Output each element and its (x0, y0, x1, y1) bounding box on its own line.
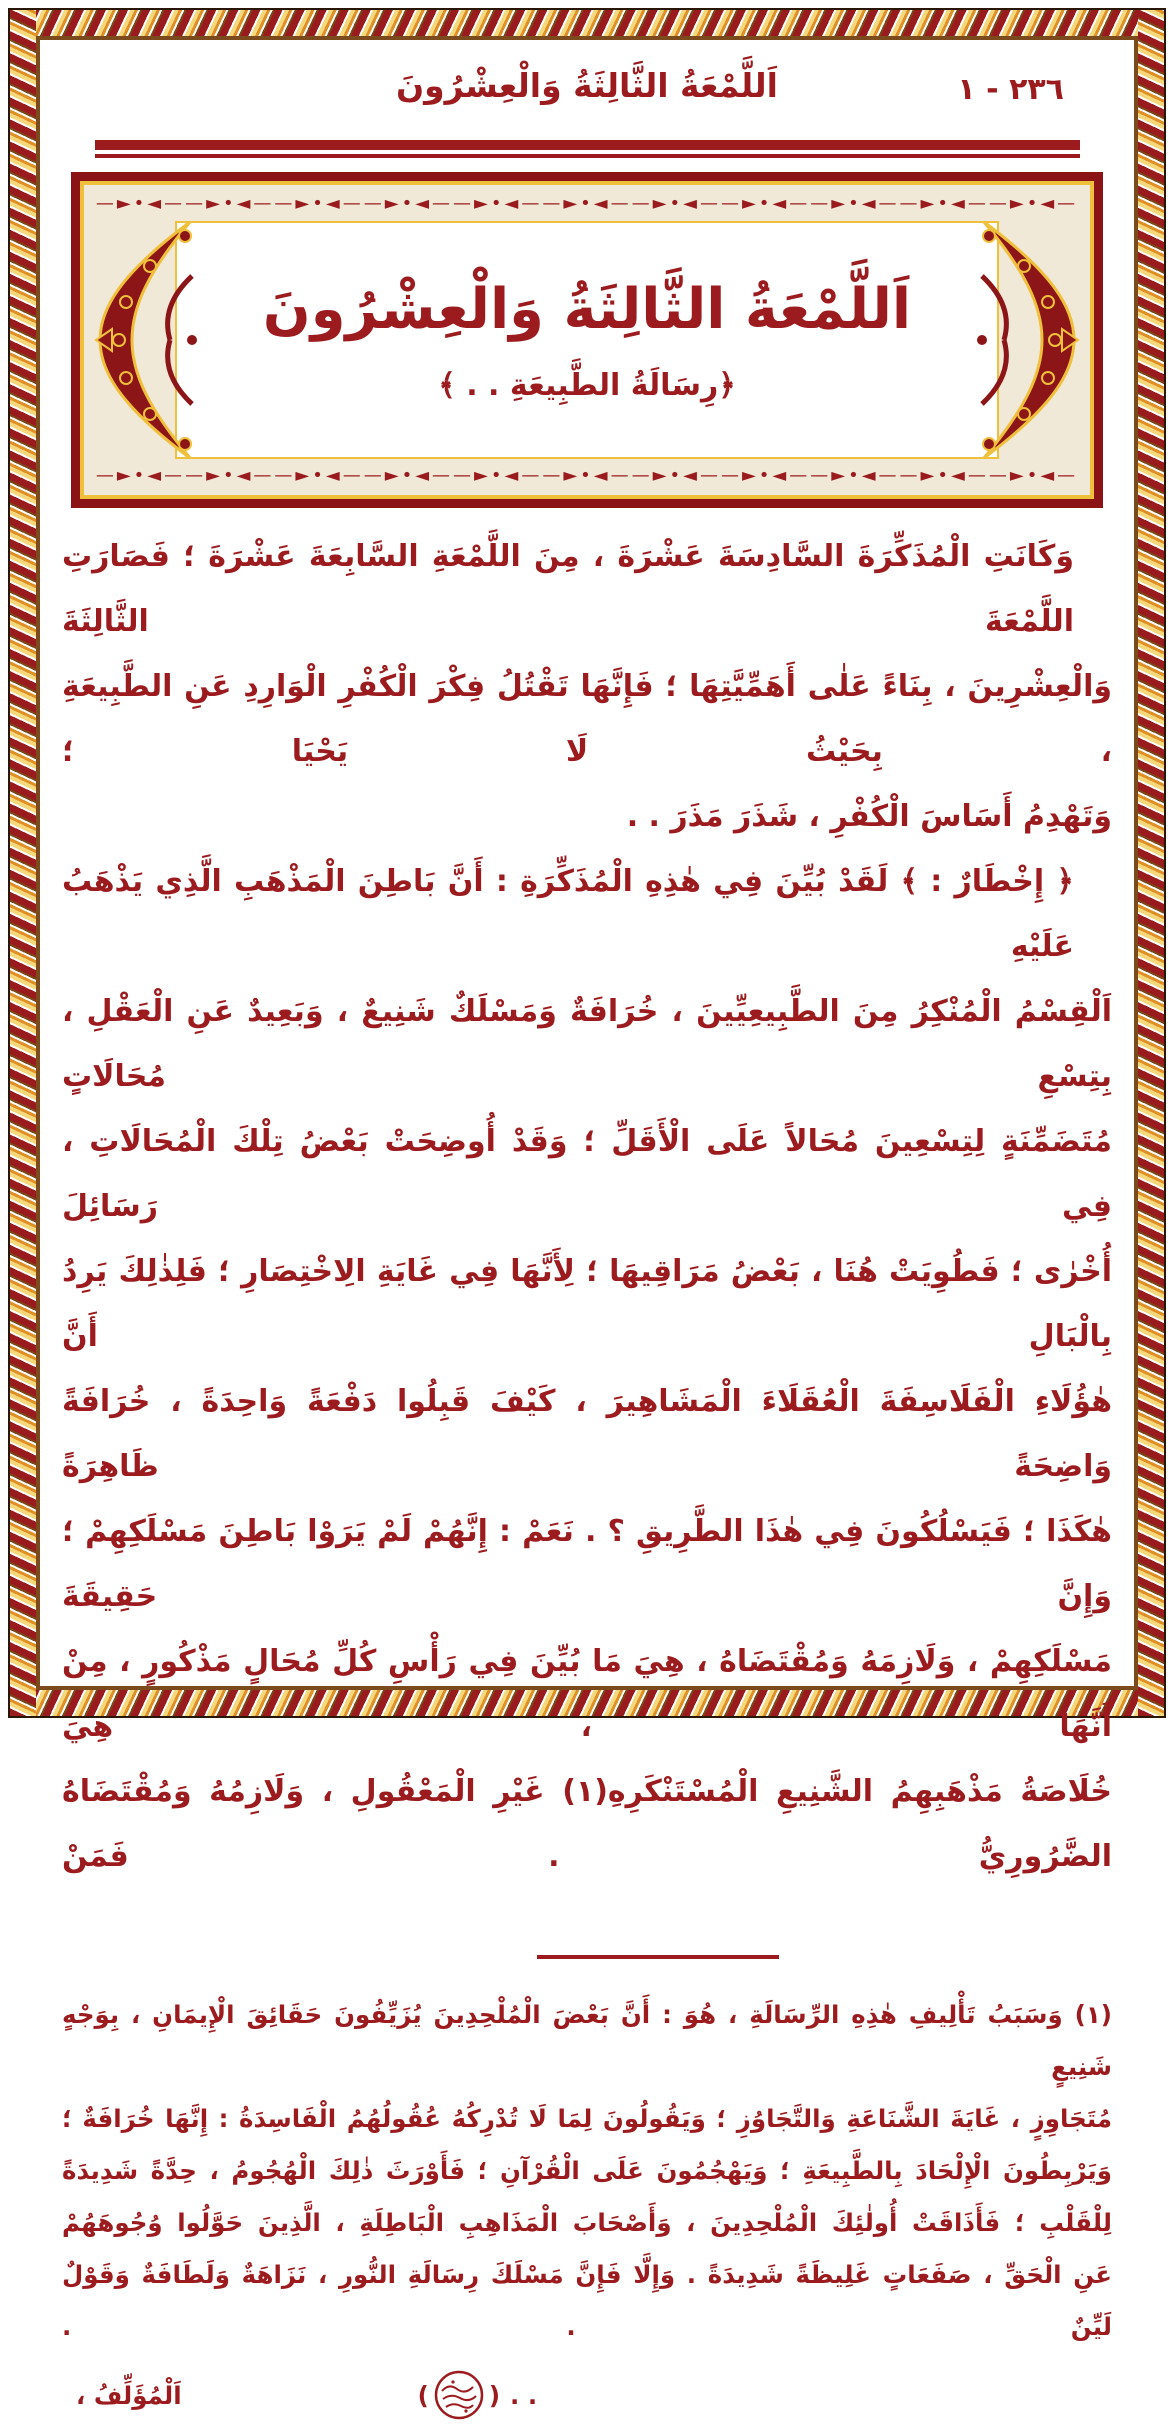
author-signature (62, 2363, 1112, 2427)
body-line: هٰكَذَا ؛ فَيَسْلُكُونَ فِي هٰذَا الطَّرِيقِ ؟ . نَعَمْ : إِنَّهُمْ لَمْ يَرَوْا بَاطِنَ مَسْلَكِهِمْ ؛ وَإِنَّ حَقِيقَةَ (62, 1514, 1112, 1614)
seal-group (418, 2369, 500, 2421)
body-line: هٰؤُلَاءِ الْفَلَاسِفَةَ الْعُقَلَاءَ الْمَشَاهِيرَ ، كَيْفَ قَبِلُوا دَفْعَةً وَاحِدَةً ، خُرَافَةً وَاضِحَةً ظَاهِرَةً (62, 1384, 1112, 1484)
body-line: مَسْلَكِهِمْ ، وَلَازِمَهُ وَمُقْتَضَاهُ ، هِيَ مَا بُيِّنَ فِي رَأْسِ كُلِّ مُحَالٍ مَذْكُورٍ ، مِنْ أَنَّهَا ، هِيَ (62, 1644, 1112, 1744)
page-content (58, 44, 1116, 2410)
body-line: مُتَضَمِّنَةٍ لِتِسْعِينَ مُحَالاً عَلَى الْأَقَلِّ ؛ وَقَدْ أُوضِحَتْ بَعْضُ تِلْكَ الْمُحَالَاتِ ، فِي رَسَائِلَ (62, 1124, 1112, 1224)
body-line: اَلْقِسْمُ الْمُنْكِرُ مِنَ الطَّبِيعِيِّينَ ، خُرَافَةٌ وَمَسْلَكٌ شَنِيعٌ ، وَبَعِيدٌ عَنِ الْعَقْلِ ، بِتِسْعِ مُحَالَاتٍ (62, 994, 1112, 1094)
body-line: وَالْعِشْرِينَ ، بِنَاءً عَلٰى أَهَمِّيَّتِهَا ؛ فَإِنَّهَا تَقْتُلُ فِكْرَ الْكُفْرِ الْوَارِدِ عَنِ الطَّبِيعَةِ ، بِحَيْثُ لَا يَحْيَا ؛ (62, 669, 1112, 769)
floral-crescent-ornament-right (954, 214, 1086, 466)
seal-paren-open: ( (417, 2380, 429, 2410)
title-box (71, 172, 1103, 508)
arrow-band-top (88, 189, 1086, 219)
footnote-line: لِلْقَلْبِ ؛ فَأَذَاقَتْ أُولٰئِكَ الْمُلْحِدِينَ ، وَأَصْحَابَ الْمَذَاهِبِ الْبَاطِلَةِ ، الَّذِينَ حَوَّلُوا وُجُوهَهُمْ (62, 2208, 1112, 2237)
page-title: اَللَّمْعَةُ الثَّالِثَةُ وَالْعِشْرُونَ (262, 277, 912, 342)
footnote-separator (537, 1955, 779, 1959)
body-line: وَتَهْدِمُ أَسَاسَ الْكُفْرِ ، شَذَرَ مَذَرَ . . (626, 799, 1112, 834)
running-header (58, 62, 1116, 128)
footnote-line: مُتَجَاوِزٍ ، غَايَةَ الشَّنَاعَةِ وَالتَّجَاوُزِ ؛ وَيَقُولُونَ لِمَا لَا تُدْرِكُهُ عُقُولُهُمُ الْفَاسِدَةُ : إِنَّهَا خُرَافَةٌ ؛ (62, 2104, 1112, 2133)
footnote-line: (١) وَسَبَبُ تَأْلِيفِ هٰذِهِ الرِّسَالَةِ ، هُوَ : أَنَّ بَعْضَ الْمُلْحِدِينَ يُزَيِّفُونَ حَقَائِقَ الْإِيمَانِ ، بِوَجْهٍ شَنِيعٍ (62, 2000, 1112, 2081)
floral-crescent-ornament-left (88, 214, 220, 466)
body-line: خُلَاصَةُ مَذْهَبِهِمُ الشَّنِيعِ الْمُسْتَنْكَرِهِ(١) غَيْرِ الْمَعْقُولِ ، وَلَازِمُهُ وَمُقْتَضَاهُ الضَّرُورِيُّ . فَمَنْ (62, 1774, 1112, 1874)
header-rule (95, 140, 1080, 158)
body-line: ﴿ إِخْطَارٌ : ﴾ لَقَدْ بُيِّنَ فِي هٰذِهِ الْمُذَكِّرَةِ : أَنَّ بَاطِنَ الْمَذْهَبِ الَّذِي يَذْهَبُ عَلَيْهِ (62, 864, 1074, 964)
seal-paren-close: ) (488, 2380, 501, 2410)
footnote-line: وَيَرْبِطُونَ الْإِلْحَادَ بِالطَّبِيعَةِ ؛ وَيَهْجُمُونَ عَلَى الْقُرْآنِ ؛ فَأَوْرَثَ ذٰلِكَ الْهُجُومُ ، حِدَّةً شَدِيدَةً (62, 2156, 1112, 2185)
footnote (62, 1989, 1112, 2427)
page-number: ٢٣٦ - ١ (957, 72, 1064, 107)
decorative-border-left (10, 10, 36, 1716)
body-text (62, 524, 1112, 1889)
title-panel (175, 221, 999, 459)
arrow-band-bottom (88, 461, 1086, 491)
footnote-line: عَنِ الْحَقِّ ، صَفَعَاتٍ غَلِيظَةً شَدِيدَةً . وَإِلَّا فَإِنَّ مَسْلَكَ رِسَالَةِ النُّورِ ، نَزَاهَةٌ وَلَطَافَةٌ وَقَوْلٌ لَيِّنٌ . . (62, 2260, 1112, 2341)
author-name: اَلْمُؤَلِّفُ ، (76, 2380, 182, 2410)
author-seal-icon (433, 2369, 485, 2421)
decorative-border-right (1138, 10, 1164, 1716)
body-line: وَكَانَتِ الْمُذَكِّرَةَ السَّادِسَةَ عَشْرَةَ ، مِنَ اللَّمْعَةِ السَّابِعَةَ عَشْرَةَ ؛ فَصَارَتِ اللَّمْعَةَ الثَّالِثَةَ (62, 539, 1074, 639)
signature-trailing-dots: . . (510, 2380, 538, 2410)
running-header-title: اَللَّمْعَةُ الثَّالِثَةُ وَالْعِشْرُونَ (396, 66, 778, 105)
decorative-border-top (10, 10, 1164, 36)
body-line: أُخْرٰى ؛ فَطُوِيَتْ هُنَا ، بَعْضُ مَرَاقِيهَا ؛ لِأَنَّهَا فِي غَايَةِ الِاخْتِصَارِ ؛ فَلِذٰلِكَ يَرِدُ بِالْبَالِ أَنَّ (62, 1254, 1112, 1354)
page-subtitle: ﴿رِسَالَةُ الطَّبِيعَةِ . . ﴾ (438, 368, 736, 403)
